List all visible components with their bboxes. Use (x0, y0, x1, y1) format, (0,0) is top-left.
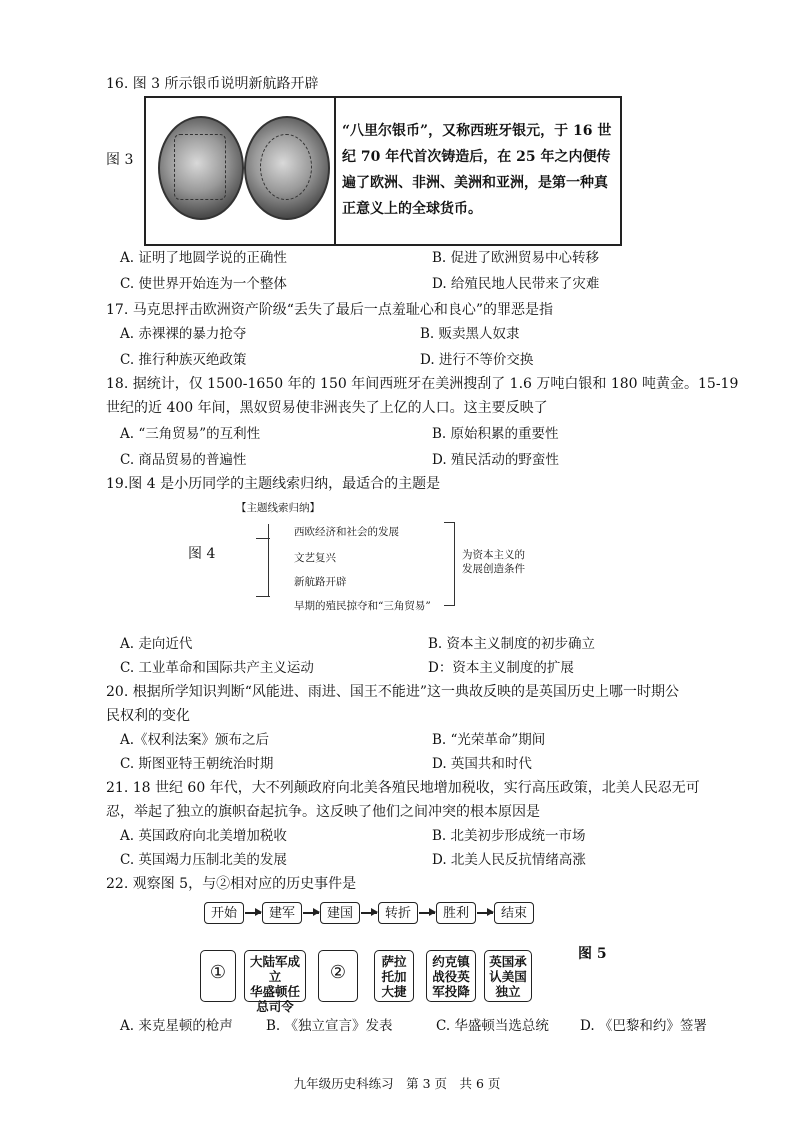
q17-option-d[interactable]: D. 进行不等价交换 (420, 352, 534, 368)
fig5-label: 图 5 (578, 946, 607, 962)
q18-option-b[interactable]: B. 原始积累的重要性 (432, 426, 559, 442)
q18-option-c[interactable]: C. 商品贸易的普遍性 (120, 452, 247, 468)
q19-option-b[interactable]: B. 资本主义制度的初步确立 (428, 636, 596, 652)
event-box-2 (244, 950, 306, 1014)
coin-back-image (244, 116, 330, 220)
q18-option-d[interactable]: D. 殖民活动的野蛮性 (432, 452, 559, 468)
fig4-item: 西欧经济和社会的发展 (294, 526, 399, 538)
q19-stem: 19.图 4 是小历同学的主题线索归纳，最适合的主题是 (106, 476, 441, 492)
event-box-3 (318, 950, 358, 1002)
fig4-label: 图 4 (188, 546, 216, 562)
flow-step: 转折 (378, 902, 418, 924)
q16-option-d[interactable]: D. 给殖民地人民带来了灾难 (432, 276, 600, 292)
event-text: 大捷 (381, 984, 407, 999)
fig3-box (144, 96, 622, 246)
fig4-diagram (236, 500, 566, 612)
event-text: ② (329, 962, 347, 983)
fig3-divider (334, 98, 336, 244)
q21-option-b[interactable]: B. 北美初步形成统一市场 (432, 828, 586, 844)
event-text: 托加 (381, 969, 407, 984)
q20-option-b[interactable]: B. “光荣革命”期间 (432, 732, 546, 748)
event-box-6 (484, 950, 532, 1002)
q22-option-c[interactable]: C. 华盛顿当选总统 (436, 1018, 549, 1034)
flow-step: 结束 (494, 902, 534, 924)
fig4-bracket (444, 522, 455, 606)
page-footer: 九年级历史科练习 第 3 页 共 6 页 (293, 1076, 501, 1091)
event-text: ① (209, 962, 227, 983)
q19-option-c[interactable]: C. 工业革命和国际共产主义运动 (120, 660, 314, 676)
fig4-conclusion-line1: 为资本主义的 (462, 549, 525, 561)
q17-option-a[interactable]: A. 赤裸裸的暴力抢夺 (120, 326, 247, 342)
q22-option-b[interactable]: B. 《独立宣言》发表 (266, 1018, 393, 1034)
fig3-description: “八里尔银币”，又称西班牙银元，于 16 世纪 70 年代首次铸造后，在 25 年之内便传遍了欧洲、非洲、美洲和亚洲，是第一种真正意义上的全球货币。 (342, 123, 612, 217)
q18-stem-line1: 18. 据统计，仅 1500-1650 年的 150 年间西班牙在美洲搜刮了 1.6 万吨白银和 180 吨黄金。15-19 (106, 376, 739, 392)
q20-stem-line2: 民权利的变化 (106, 708, 190, 724)
q21-option-c[interactable]: C. 英国竭力压制北美的发展 (120, 852, 287, 868)
event-text: 华盛顿任 (249, 984, 300, 999)
fig4-item: 新航路开辟 (294, 576, 347, 588)
event-text: 总司令 (256, 999, 294, 1014)
arrow-icon (303, 912, 319, 914)
event-box-1 (200, 950, 236, 1002)
event-text: 大陆军成立 (249, 954, 300, 984)
q16-stem: 16. 图 3 所示银币说明新航路开辟 (106, 76, 319, 92)
flow-step: 胜利 (436, 902, 476, 924)
event-text: 战役英 (432, 969, 470, 984)
event-box-5 (426, 950, 476, 1002)
flow-step: 建军 (262, 902, 302, 924)
q21-option-d[interactable]: D. 北美人民反抗情绪高涨 (432, 852, 586, 868)
q17-option-c[interactable]: C. 推行种族灭绝政策 (120, 352, 247, 368)
q17-option-b[interactable]: B. 贩卖黑人奴隶 (420, 326, 520, 342)
flow-step: 开始 (204, 902, 244, 924)
q21-stem-line2: 忍，举起了独立的旗帜奋起抗争。这反映了他们之间冲突的根本原因是 (106, 804, 540, 820)
fig4-item: 文艺复兴 (294, 552, 336, 564)
q18-option-a[interactable]: A. “三角贸易”的互利性 (120, 426, 261, 442)
event-text: 约克镇 (432, 954, 470, 969)
q16-option-a[interactable]: A. 证明了地圆学说的正确性 (120, 250, 287, 266)
q22-stem: 22. 观察图 5，与②相对应的历史事件是 (106, 876, 357, 892)
arrow-icon (477, 912, 493, 914)
event-text: 独立 (495, 984, 521, 999)
q19-option-d[interactable]: D：资本主义制度的扩展 (428, 660, 574, 676)
event-text: 萨拉 (381, 954, 407, 969)
q16-option-c[interactable]: C. 使世界开始连为一个整体 (120, 276, 287, 292)
q22-option-d[interactable]: D. 《巴黎和约》签署 (580, 1018, 707, 1034)
q22-option-a[interactable]: A. 来克星顿的枪声 (120, 1018, 233, 1034)
q19-option-a[interactable]: A. 走向近代 (120, 636, 193, 652)
event-text: 英国承 (489, 954, 527, 969)
arrow-icon (245, 912, 261, 914)
q16-option-b[interactable]: B. 促进了欧洲贸易中心转移 (432, 250, 600, 266)
arrow-icon (419, 912, 435, 914)
q20-option-c[interactable]: C. 斯图亚特王朝统治时期 (120, 756, 274, 772)
q21-stem-line1: 21. 18 世纪 60 年代，大不列颠政府向北美各殖民地增加税收，实行高压政策，北美人民忍无可 (106, 780, 700, 796)
fig4-item: 早期的殖民掠夺和“三角贸易” (294, 600, 431, 612)
q20-stem-line1: 20. 根据所学知识判断“风能进、雨进、国王不能进”这一典故反映的是英国历史上哪一时期公 (106, 684, 680, 700)
flow-step: 建国 (320, 902, 360, 924)
fig4-title: 【主题线索归纳】 (236, 502, 320, 514)
event-box-4 (374, 950, 414, 1002)
fig4-conclusion-line2: 发展创造条件 (462, 563, 525, 575)
event-text: 认美国 (489, 969, 527, 984)
q18-stem-line2: 世纪的近 400 年间，黑奴贸易使非洲丧失了上亿的人口。这主要反映了 (106, 400, 548, 416)
q21-option-a[interactable]: A. 英国政府向北美增加税收 (120, 828, 287, 844)
fig4-brace (268, 524, 283, 596)
q17-stem: 17. 马克思抨击欧洲资产阶级“丢失了最后一点羞耻心和良心”的罪恶是指 (106, 302, 554, 318)
arrow-icon (361, 912, 377, 914)
q20-option-d[interactable]: D. 英国共和时代 (432, 756, 532, 772)
fig4-conclusion (462, 548, 525, 576)
event-text: 军投降 (432, 984, 470, 999)
q20-option-a[interactable]: A.《权利法案》颁布之后 (120, 732, 270, 748)
fig3-label: 图 3 (106, 152, 134, 168)
coin-front-image (158, 116, 244, 220)
